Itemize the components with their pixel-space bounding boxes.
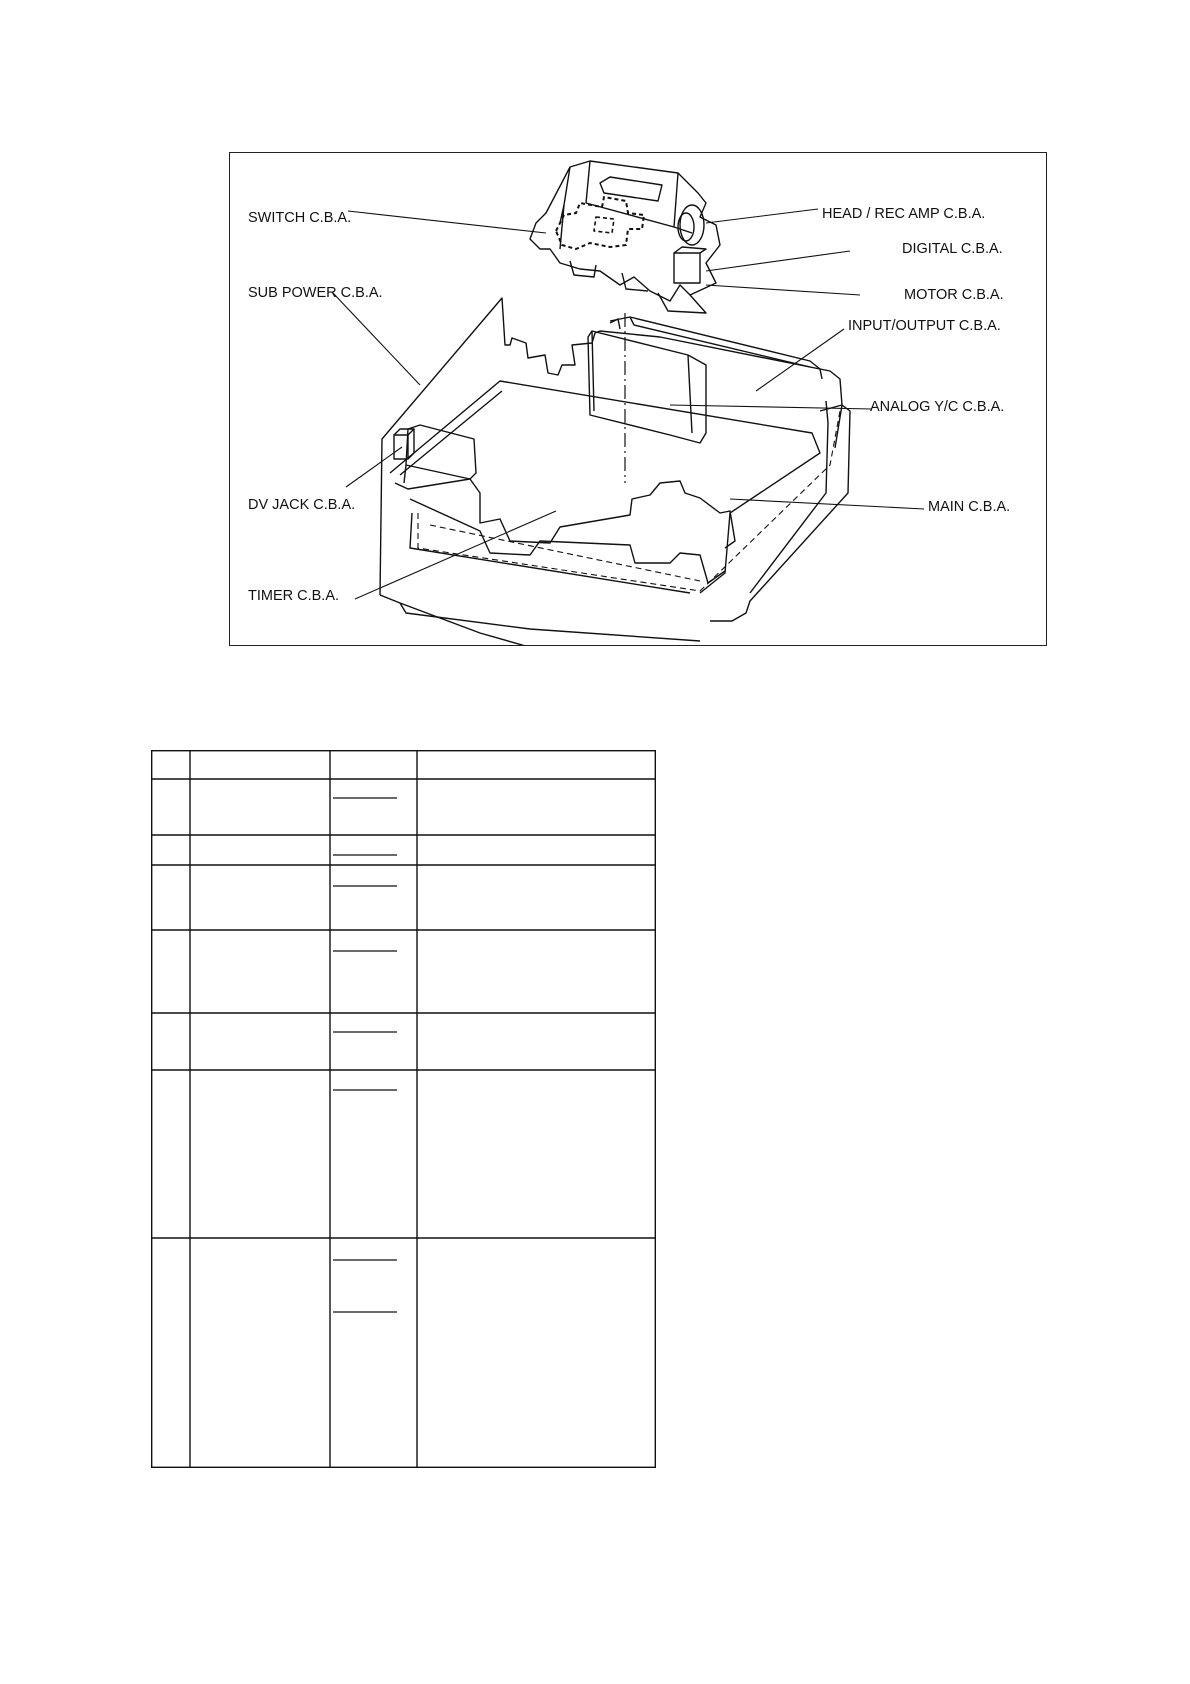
head-rec-amp-cba-label: HEAD / REC AMP C.B.A. <box>822 206 986 222</box>
timer-cba-label: TIMER C.B.A. <box>248 588 340 604</box>
main-cba-label: MAIN C.B.A. <box>928 499 1011 515</box>
digital-cba-label: DIGITAL C.B.A. <box>902 241 1003 257</box>
chassis-body <box>380 298 850 645</box>
callout-lines <box>333 209 924 599</box>
motor-cba-label: MOTOR C.B.A. <box>904 287 1004 303</box>
empty-parts-table <box>151 750 656 1468</box>
dv-jack <box>394 429 414 459</box>
deck-mechanism <box>530 161 720 313</box>
sub-power-cba-label: SUB POWER C.B.A. <box>248 285 383 301</box>
input-output-cba-label: INPUT/OUTPUT C.B.A. <box>848 318 1001 334</box>
table-outline <box>152 751 656 1468</box>
sub-power-board <box>404 425 476 483</box>
switch-cba-label: SWITCH C.B.A. <box>248 210 352 226</box>
analog-yc-cba-label: ANALOG Y/C C.B.A. <box>870 399 1005 415</box>
dv-jack-cba-label: DV JACK C.B.A. <box>248 497 356 513</box>
board-location-diagram <box>229 152 1047 646</box>
